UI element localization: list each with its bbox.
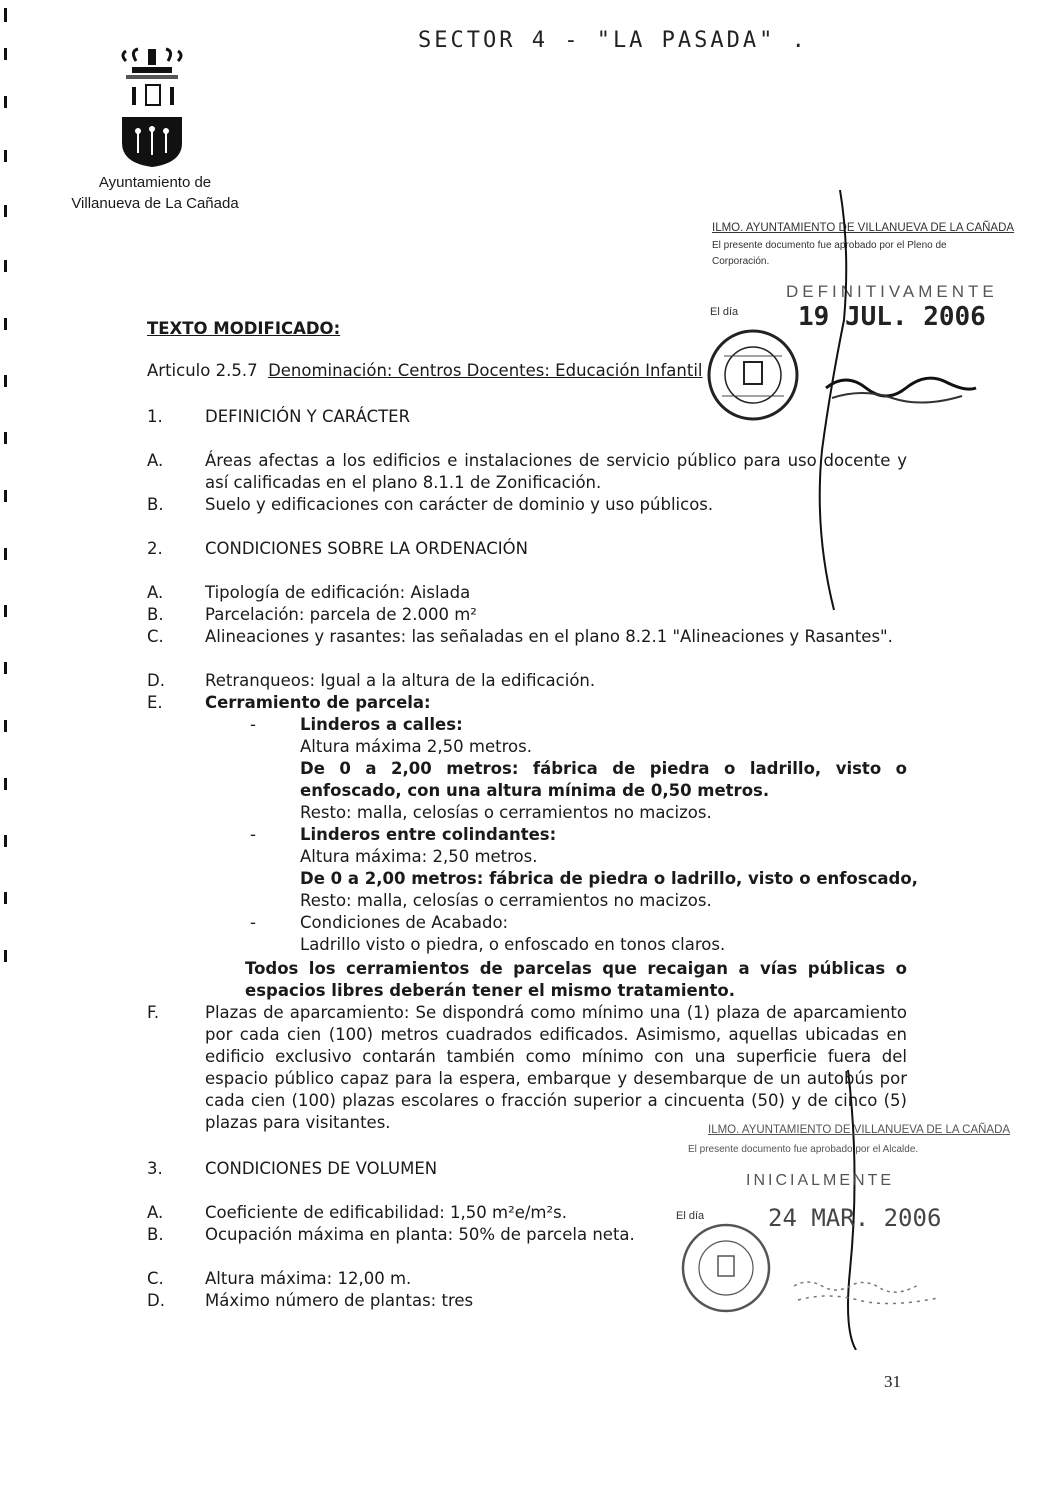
section-3-number: 3. bbox=[147, 1159, 163, 1178]
s2-e-text: Cerramiento de parcela: bbox=[205, 693, 431, 712]
s2-c-label: C. bbox=[147, 627, 164, 646]
s2-f-label: F. bbox=[147, 1003, 160, 1022]
s2-a-label: A. bbox=[147, 583, 164, 602]
s1-a-text: Áreas afectas a los edificios e instalaciones de servicio público para uso docente y así calificadas en el plano 8.1.1 de Zonificación. bbox=[205, 451, 907, 492]
stamp-init-date-label: El día bbox=[676, 1210, 705, 1222]
article-prefix: Articulo 2.5.7 bbox=[147, 361, 258, 380]
e1-line1: Altura máxima 2,50 metros. bbox=[300, 737, 532, 756]
stamp-def-date-label: El día bbox=[710, 306, 739, 318]
e2-title: Linderos entre colindantes: bbox=[300, 825, 557, 844]
s1-b-text: Suelo y edificaciones con carácter de dominio y uso públicos. bbox=[205, 495, 714, 514]
stamp-def-status: DEFINITIVAMENTE bbox=[786, 282, 998, 301]
e2-line3: Resto: malla, celosías o cerramientos no macizos. bbox=[300, 891, 712, 910]
stamp-init-line2: El presente documento fue aprobado por el Alcalde. bbox=[688, 1144, 919, 1155]
s3-d-label: D. bbox=[147, 1291, 165, 1310]
e-final-note: Todos los cerramientos de parcelas que recaigan a vías públicas o espacios libres deberán tener el mismo tratamiento. bbox=[245, 959, 907, 1000]
s3-a-text: Coeficiente de edificabilidad: 1,50 m²e/m²s. bbox=[205, 1203, 567, 1222]
bullet-dash: - bbox=[250, 825, 256, 844]
s2-e-label: E. bbox=[147, 693, 163, 712]
section-1-title: DEFINICIÓN Y CARÁCTER bbox=[205, 407, 411, 426]
stamp-def-line1: ILMO. AYUNTAMIENTO DE VILLANUEVA DE LA CAÑADA bbox=[712, 222, 1015, 234]
signature-icon bbox=[788, 1270, 958, 1310]
official-seal-icon bbox=[678, 1220, 774, 1316]
s3-c-text: Altura máxima: 12,00 m. bbox=[205, 1269, 412, 1288]
s2-c-text: Alineaciones y rasantes: las señaladas en el plano 8.2.1 "Alineaciones y Rasantes". bbox=[205, 627, 893, 646]
e3-line1: Ladrillo visto o piedra, o enfoscado en tonos claros. bbox=[300, 935, 726, 954]
municipality-line2: Villanueva de La Cañada bbox=[71, 195, 239, 212]
e1-line2: De 0 a 2,00 metros: fábrica de piedra o ladrillo, visto o enfoscado, con una altura mínima de 0,50 metros. bbox=[300, 759, 907, 800]
stamp-init-status: INICIALMENTE bbox=[746, 1172, 895, 1189]
coat-of-arms-icon bbox=[112, 45, 192, 170]
e2-line2: De 0 a 2,00 metros: fábrica de piedra o ladrillo, visto o enfoscado, bbox=[300, 869, 918, 888]
bullet-dash: - bbox=[250, 715, 256, 734]
s2-d-text: Retranqueos: Igual a la altura de la edificación. bbox=[205, 671, 596, 690]
s1-a-label: A. bbox=[147, 451, 164, 470]
e3-title: Condiciones de Acabado: bbox=[300, 913, 509, 932]
stamp-init-date: 24 MAR. 2006 bbox=[768, 1204, 942, 1232]
handwritten-note: SECTOR 4 - "LA PASADA" . bbox=[418, 28, 808, 53]
s3-c-label: C. bbox=[147, 1269, 164, 1288]
article-title: Denominación: Centros Docentes: Educación Infantil bbox=[268, 361, 703, 380]
section-3-title: CONDICIONES DE VOLUMEN bbox=[205, 1159, 438, 1178]
article-line bbox=[147, 360, 703, 382]
s3-a-label: A. bbox=[147, 1203, 164, 1222]
page-number: 31 bbox=[884, 1372, 901, 1391]
section-2-title: CONDICIONES SOBRE LA ORDENACIÓN bbox=[205, 539, 528, 558]
s2-d-label: D. bbox=[147, 671, 165, 690]
s2-b-text: Parcelación: parcela de 2.000 m² bbox=[205, 605, 477, 624]
document-heading: TEXTO MODIFICADO: bbox=[147, 319, 341, 338]
e1-title: Linderos a calles: bbox=[300, 715, 463, 734]
bullet-dash: - bbox=[250, 913, 256, 932]
section-1-number: 1. bbox=[147, 407, 163, 426]
s2-f-text: Plazas de aparcamiento: Se dispondrá como mínimo una (1) plaza de aparcamiento por cada cien (100) metros cuadrados edificados. Asimismo, aquellas ubicadas en edificio exclusivo contarán también como mínimo con una superficie fuera del espacio público capaz para la espera, embarque y desembarque de un autobús por cada cien (100) plazas escolares o fracción superior a cincuenta (50) y de cinco (5) plazas para visitantes. bbox=[205, 1003, 907, 1132]
stamp-def-date: 19 JUL. 2006 bbox=[798, 302, 986, 332]
stamp-def-line2: El presente documento fue aprobado por el Pleno de bbox=[712, 240, 947, 251]
s3-b-text: Ocupación máxima en planta: 50% de parcela neta. bbox=[205, 1225, 635, 1244]
stamp-def-line3: Corporación. bbox=[712, 256, 770, 267]
e2-line1: Altura máxima: 2,50 metros. bbox=[300, 847, 538, 866]
official-seal-icon bbox=[704, 326, 802, 424]
s3-b-label: B. bbox=[147, 1225, 164, 1244]
s2-a-text: Tipología de edificación: Aislada bbox=[205, 583, 471, 602]
stamp-init-line1: ILMO. AYUNTAMIENTO DE VILLANUEVA DE LA CAÑADA bbox=[708, 1124, 1011, 1136]
s3-d-text: Máximo número de plantas: tres bbox=[205, 1291, 474, 1310]
municipality-name bbox=[50, 172, 260, 214]
s2-b-label: B. bbox=[147, 605, 164, 624]
approval-stamp-initial bbox=[668, 1120, 1011, 1340]
municipality-line1: Ayuntamiento de bbox=[98, 174, 212, 191]
section-2-number: 2. bbox=[147, 539, 163, 558]
e1-line3: Resto: malla, celosías o cerramientos no macizos. bbox=[300, 803, 712, 822]
s1-b-label: B. bbox=[147, 495, 164, 514]
